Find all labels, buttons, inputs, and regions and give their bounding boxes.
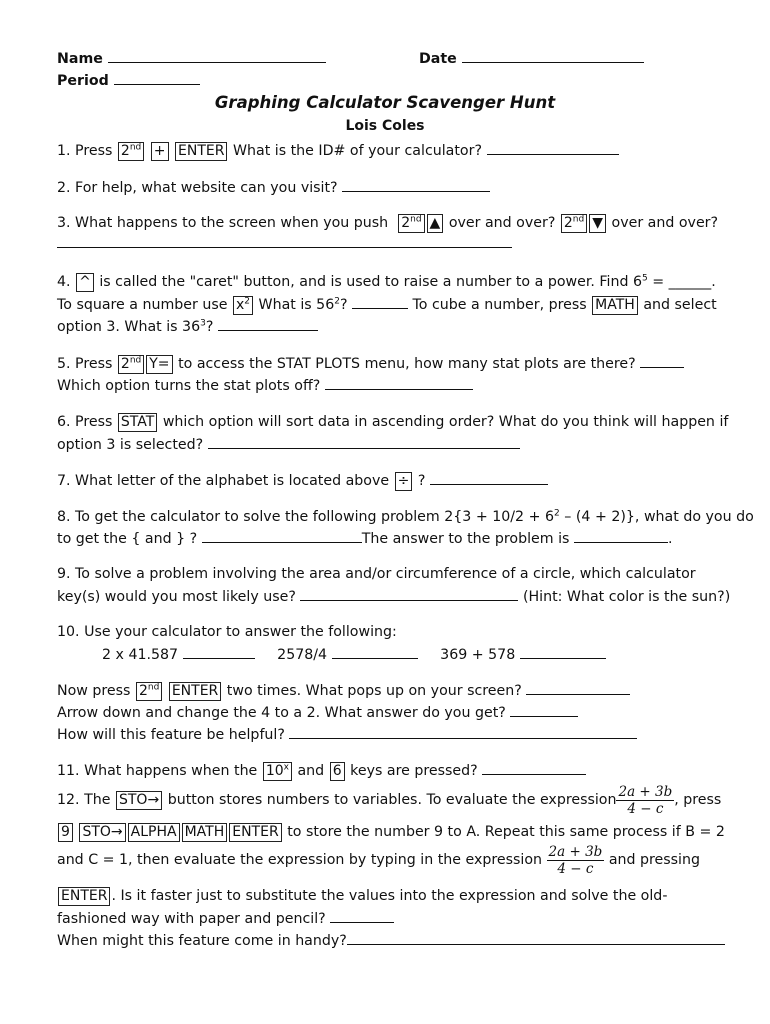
q10-problem-3: 369 + 578 [440, 647, 516, 663]
q9-hint: (Hint: What color is the sun?) [522, 589, 731, 605]
question-12-line-2 [57, 822, 725, 842]
key-10-sup: x [283, 762, 289, 773]
q12-text-d: to store the number 9 to A. Repeat this same process if B = 2 [287, 824, 725, 840]
q1-blank[interactable] [487, 140, 619, 155]
q12-text-h: fashioned way with paper and pencil? [57, 911, 326, 927]
q12-text-c: , press [674, 792, 722, 808]
q12-text: 12. The [57, 792, 111, 808]
q8-sup: 2 [554, 508, 560, 519]
q12-blank-2[interactable] [347, 930, 725, 945]
q11-blank[interactable] [482, 760, 586, 775]
question-8-line-2 [57, 528, 672, 549]
period-line [57, 70, 200, 91]
question-4-line-3 [57, 316, 318, 337]
q4-text: is called the "caret" button, and is used to raise a number to a power. Find 6 [99, 274, 642, 290]
q9-blank[interactable] [300, 586, 518, 601]
q10-text: 10. Use your calculator to answer the following: [57, 624, 397, 640]
key-divide: ÷ [395, 472, 413, 491]
q8-text: 8. To get the calculator to solve the following problem 2{3 + 10/2 + 6 [57, 509, 555, 525]
key-x-sup: 2 [244, 296, 251, 307]
key-sto: STO→ [79, 823, 125, 842]
question-12 [57, 782, 721, 818]
key-enter: ENTER [58, 887, 110, 906]
q5-blank-2[interactable] [325, 375, 473, 390]
q12-text-b: button stores numbers to variables. To evaluate the expression [167, 792, 617, 808]
question-12-line-5 [57, 908, 394, 929]
q4-text-f: and select [643, 297, 717, 313]
question-6-line-2 [57, 434, 520, 455]
key-enter: ENTER [169, 682, 221, 701]
q10-blank-2[interactable] [332, 644, 418, 659]
key-2nd-label: 2 [563, 215, 573, 231]
question-3 [57, 213, 718, 233]
q3-text-b: over and over? [448, 215, 556, 231]
question-1 [57, 140, 619, 161]
q10-text-e: How will this feature be helpful? [57, 727, 285, 743]
date-label: Date [419, 51, 457, 67]
key-enter: ENTER [175, 142, 227, 161]
question-10-line-4 [57, 702, 578, 723]
author: Lois Coles [345, 118, 425, 134]
question-11 [57, 760, 586, 781]
q10-blank-4[interactable] [526, 680, 630, 695]
q4-text-g: option 3. What is 36 [57, 319, 201, 335]
q6-text-b: which option will sort data in ascending order? What do you think will happen if [162, 414, 729, 430]
q4-blank-2[interactable] [218, 316, 318, 331]
q12-text-g: . Is it faster just to substitute the values into the expression and solve the old- [111, 888, 668, 904]
question-5-line-2 [57, 375, 473, 396]
q5-text-c: Which option turns the stat plots off? [57, 378, 321, 394]
question-8 [57, 507, 754, 527]
q1-question: What is the ID# of your calculator? [232, 143, 482, 159]
fraction-numerator: 2a + 3b [618, 783, 673, 800]
q8-blank-2[interactable] [574, 528, 668, 543]
q3-text-c: over and over? [611, 215, 719, 231]
question-10-line-5 [57, 724, 637, 745]
q6-text-c: option 3 is selected? [57, 437, 204, 453]
q8-period: . [667, 531, 673, 547]
key-9: 9 [58, 823, 73, 842]
date-line [419, 48, 644, 69]
q8-text-a2: – (4 + 2)}, what do you do [559, 509, 754, 525]
key-2nd [136, 682, 162, 701]
q2-text: 2. For help, what website can you visit? [57, 180, 338, 196]
fraction-numerator: 2a + 3b [548, 843, 603, 860]
key-plus: + [151, 142, 169, 161]
q8-text-c: The answer to the problem is [361, 531, 570, 547]
q3-text: 3. What happens to the screen when you push [57, 215, 389, 231]
page-title: Graphing Calculator Scavenger Hunt [214, 93, 556, 112]
key-2nd [118, 142, 144, 161]
question-4-line-2 [57, 294, 717, 315]
key-up-arrow: ▲ [427, 214, 444, 233]
q4-text-c: To square a number use [57, 297, 228, 313]
question-12-line-3 [57, 842, 700, 878]
question-9-line-2 [57, 586, 730, 607]
q7-text: 7. What letter of the alphabet is located above [57, 473, 390, 489]
q11-text: 11. What happens when the [57, 763, 258, 779]
q4-text-d2: ? [339, 297, 348, 313]
q4-blank-1[interactable] [352, 294, 408, 309]
q8-blank-1[interactable] [202, 528, 362, 543]
question-9 [57, 564, 696, 584]
key-alpha: ALPHA [128, 823, 180, 842]
key-6: 6 [330, 762, 345, 781]
key-10-to-x [263, 762, 292, 781]
q4-text-e: To cube a number, press [412, 297, 587, 313]
q10-blank-6[interactable] [289, 724, 637, 739]
q4-text-g2: ? [205, 319, 214, 335]
q4-sup: 5 [642, 273, 648, 284]
q12-text-e: and C = 1, then evaluate the expression by typing in the expression [57, 852, 543, 868]
key-math: MATH [592, 296, 638, 315]
q11-text-b: and [297, 763, 325, 779]
q3-answer-line [57, 233, 512, 254]
q5-blank-1[interactable] [640, 353, 684, 368]
q6-blank[interactable] [208, 434, 520, 449]
key-down-arrow: ▼ [589, 214, 606, 233]
question-10-line-3 [57, 680, 630, 701]
question-6 [57, 412, 728, 432]
q4-sup-g: 3 [200, 318, 206, 329]
q2-blank[interactable] [342, 177, 490, 192]
q10-blank-1[interactable] [183, 644, 255, 659]
q8-text-b: to get the { and } ? [57, 531, 198, 547]
q5-text: 5. Press [57, 356, 113, 372]
key-2nd [118, 355, 144, 374]
period-blank[interactable] [114, 70, 200, 85]
question-10 [57, 622, 397, 642]
question-2 [57, 177, 490, 198]
key-math: MATH [182, 823, 228, 842]
key-10-label: 10 [265, 763, 284, 779]
q5-text-b: to access the STAT PLOTS menu, how many stat plots are there? [178, 356, 636, 372]
key-stat: STAT [118, 413, 157, 432]
key-y-equals: Y= [146, 355, 172, 374]
key-2nd-sup: nd [410, 214, 422, 225]
key-2nd-sup: nd [129, 142, 142, 153]
q7-blank[interactable] [430, 470, 548, 485]
name-line [57, 48, 326, 69]
q1-text: 1. Press [57, 143, 113, 159]
key-2nd [561, 214, 587, 233]
question-10-problems [102, 644, 606, 665]
q4-text-b2: = ______. [647, 274, 716, 290]
q10-blank-5[interactable] [510, 702, 578, 717]
question-5 [57, 353, 684, 374]
q9-text-b: key(s) would you most likely use? [57, 589, 296, 605]
q10-text-b: Now press [57, 683, 131, 699]
q11-text-c: keys are pressed? [350, 763, 478, 779]
name-blank[interactable] [108, 48, 326, 63]
key-2nd-label: 2 [120, 143, 130, 159]
key-x-squared [233, 296, 253, 315]
question-12-line-6 [57, 930, 725, 951]
q3-blank[interactable] [57, 233, 512, 248]
q9-text: 9. To solve a problem involving the area and/or circumference of a circle, which calculator [57, 566, 696, 582]
date-blank[interactable] [462, 48, 644, 63]
question-4 [57, 272, 716, 292]
key-2nd-sup: nd [147, 682, 160, 693]
q10-problem-2: 2578/4 [277, 647, 328, 663]
question-12-line-4 [57, 886, 667, 906]
expression-fraction-2 [547, 844, 605, 877]
q10-text-c: two times. What pops up on your screen? [226, 683, 522, 699]
q12-text-f: and pressing [608, 852, 700, 868]
q6-text: 6. Press [57, 414, 113, 430]
fraction-denominator: 4 − c [557, 860, 594, 877]
key-x-label: x [236, 297, 245, 313]
key-2nd [398, 214, 424, 233]
q12-blank-1[interactable] [330, 908, 394, 923]
expression-fraction [616, 784, 674, 817]
question-7 [57, 470, 548, 491]
key-sto: STO→ [116, 791, 162, 810]
name-label: Name [57, 51, 103, 67]
q12-text-i: When might this feature come in handy? [57, 933, 347, 949]
key-2nd-sup: nd [572, 214, 585, 225]
period-label: Period [57, 73, 109, 89]
q10-blank-3[interactable] [520, 644, 606, 659]
q10-problem-1: 2 x 41.587 [102, 647, 179, 663]
key-2nd-label: 2 [138, 683, 148, 699]
key-caret: ^ [76, 273, 94, 292]
key-enter: ENTER [229, 823, 281, 842]
q10-text-d: Arrow down and change the 4 to a 2. What answer do you get? [57, 705, 506, 721]
key-2nd-label: 2 [401, 215, 411, 231]
fraction-denominator: 4 − c [627, 800, 664, 817]
key-2nd-label: 2 [120, 356, 130, 372]
q4-sup-d: 2 [334, 296, 340, 307]
q4-text-d: What is 56 [258, 297, 335, 313]
key-2nd-sup: nd [129, 355, 142, 366]
q7-text-b: ? [417, 473, 426, 489]
q4-number: 4. [57, 274, 71, 290]
